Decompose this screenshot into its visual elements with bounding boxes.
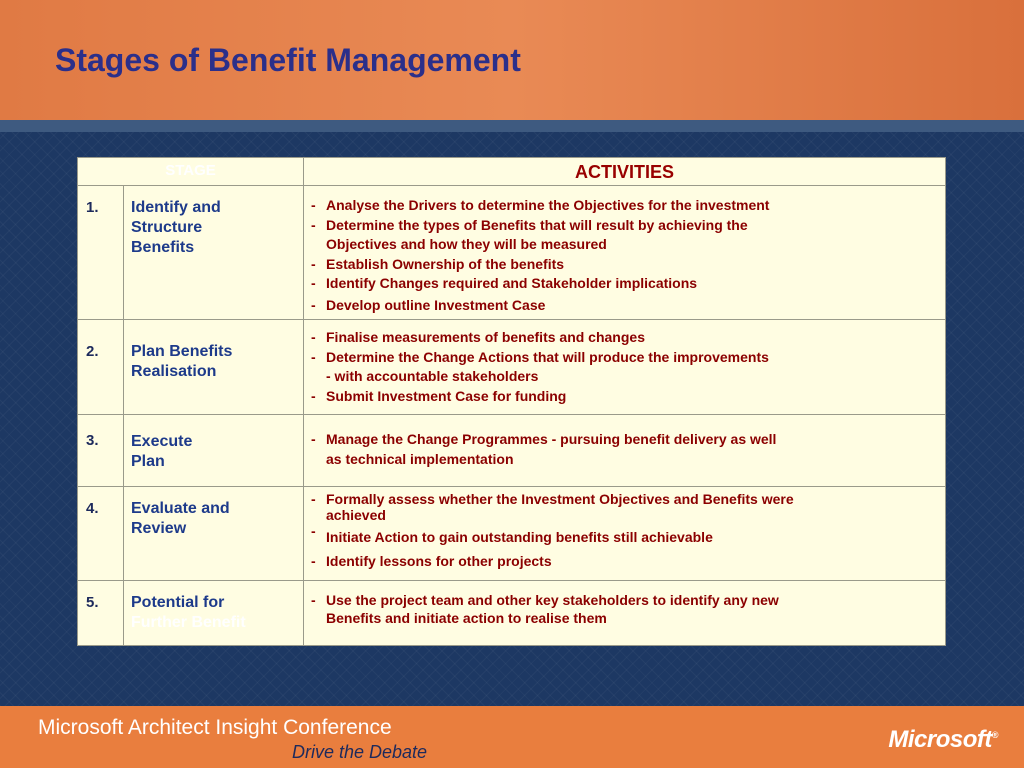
activities-header: ACTIVITIES bbox=[574, 162, 674, 182]
table-row bbox=[78, 186, 945, 320]
activity-item: - Determine the Change Actions that will produce the improvements bbox=[311, 348, 769, 365]
stage-number: 1. bbox=[86, 199, 99, 216]
activity-item: - Manage the Change Programmes - pursuing benefit delivery as well bbox=[311, 431, 777, 447]
stage-number: 2. bbox=[86, 343, 99, 360]
microsoft-logo: Microsoft® bbox=[888, 726, 998, 753]
activity-item: - Determine the types of Benefits that will result by achieving the bbox=[311, 216, 748, 233]
activity-item: - Finalise measurements of benefits and changes bbox=[311, 329, 645, 345]
activity-item-continued: Objectives and how they will be measured bbox=[326, 236, 607, 252]
stage-number: 3. bbox=[86, 432, 99, 449]
table-row bbox=[78, 581, 945, 645]
registered-mark: ® bbox=[991, 730, 998, 740]
activity-item: - Establish Ownership of the benefits bbox=[311, 255, 565, 272]
stage-name: Execute Plan bbox=[131, 433, 193, 470]
benefit-stages-table bbox=[77, 157, 946, 646]
slide-title: Stages of Benefit Management bbox=[55, 42, 521, 78]
activity-item: - Submit Investment Case for funding bbox=[311, 387, 567, 404]
activity-list bbox=[304, 430, 934, 469]
table-row bbox=[78, 415, 945, 487]
activity-item-continued: - with accountable stakeholders bbox=[326, 368, 539, 384]
stage-number: 5. bbox=[86, 594, 99, 611]
stage-header: STAGE bbox=[78, 158, 304, 185]
activity-list bbox=[304, 328, 934, 406]
activity-item: - Initiate Action to gain outstanding benefits still achievable bbox=[311, 523, 713, 545]
stage-number: 4. bbox=[86, 500, 99, 517]
activity-item: - Identify Changes required and Stakeholder implications bbox=[311, 275, 698, 291]
stage-name: Plan Benefits Realisation bbox=[131, 343, 233, 380]
stage-name: Evaluate and Review bbox=[131, 500, 230, 537]
divider-stripe bbox=[0, 120, 1024, 132]
activity-list bbox=[304, 591, 934, 627]
activity-item-continued: achieved bbox=[326, 507, 386, 523]
activity-list bbox=[304, 196, 934, 315]
activity-item: - Use the project team and other key stakeholders to identify any new bbox=[311, 592, 779, 608]
table-header-row bbox=[78, 158, 945, 186]
activity-item-continued: as technical implementation bbox=[326, 450, 514, 467]
conference-tagline: Drive the Debate bbox=[292, 742, 428, 762]
title-banner bbox=[0, 0, 1024, 120]
activity-item: - Analyse the Drivers to determine the Objectives for the investment bbox=[311, 197, 770, 213]
stage-name: Identify and Structure Benefits bbox=[131, 199, 221, 256]
conference-name: Microsoft Architect Insight Conference bbox=[38, 716, 392, 739]
table-row bbox=[78, 320, 945, 415]
table-row bbox=[78, 487, 945, 581]
activity-item: - Identify lessons for other projects bbox=[311, 553, 552, 569]
activity-item-continued: Benefits and initiate action to realise them bbox=[326, 610, 607, 626]
activity-item: - Develop outline Investment Case bbox=[311, 296, 546, 313]
activity-item: - Formally assess whether the Investment Objectives and Benefits were bbox=[311, 491, 794, 507]
footer-bar bbox=[0, 706, 1024, 768]
stage-name: Potential for Further Benefit bbox=[131, 594, 246, 631]
activity-list bbox=[304, 491, 934, 569]
